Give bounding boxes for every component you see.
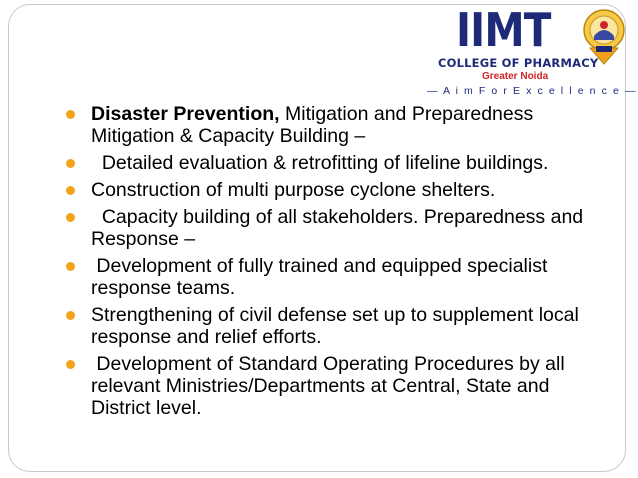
bullet-item — [66, 304, 606, 348]
bullet-dot-icon — [66, 311, 75, 320]
bullet-item — [66, 179, 606, 201]
bullet-text: Strengthening of civil defense set up to supplement local response and relief efforts. — [91, 304, 585, 348]
institution-logo — [420, 3, 638, 98]
crest-icon — [582, 8, 626, 66]
bullet-text: Capacity building of all stakeholders. Preparedness and Response – — [91, 206, 589, 250]
bullet-text: Mitigation and Preparedness Mitigation & Capacity Building – — [91, 103, 539, 147]
bullet-lead-text: Disaster Prevention, — [91, 103, 280, 125]
bullet-dot-icon — [66, 186, 75, 195]
bullet-text: Development of Standard Operating Procedures by all relevant Ministries/Departments at Central, State and District level. — [91, 353, 571, 419]
bullet-item — [66, 103, 606, 147]
bullet-dot-icon — [66, 159, 75, 168]
logo-city: Greater Noida — [482, 71, 549, 82]
bullet-item — [66, 353, 606, 419]
bullet-dot-icon — [66, 213, 75, 222]
bullet-item — [66, 255, 606, 299]
bullet-text: Construction of multi purpose cyclone shelters. — [91, 179, 496, 201]
bullet-item — [66, 206, 606, 250]
bullet-dot-icon — [66, 360, 75, 369]
bullet-text: Detailed evaluation & retrofitting of lifeline buildings. — [91, 152, 549, 174]
bullet-dot-icon — [66, 110, 75, 119]
logo-college: COLLEGE OF PHARMACY — [438, 56, 599, 70]
slide-body — [66, 103, 606, 424]
bullet-item — [66, 152, 606, 174]
bullet-list — [66, 103, 606, 419]
bullet-text: Development of fully trained and equipped specialist response teams. — [91, 255, 553, 299]
bullet-dot-icon — [66, 262, 75, 271]
logo-tagline: — A i m F o r E x c e l l e n c e — — [427, 85, 638, 97]
logo-name: IIMT — [456, 3, 551, 57]
